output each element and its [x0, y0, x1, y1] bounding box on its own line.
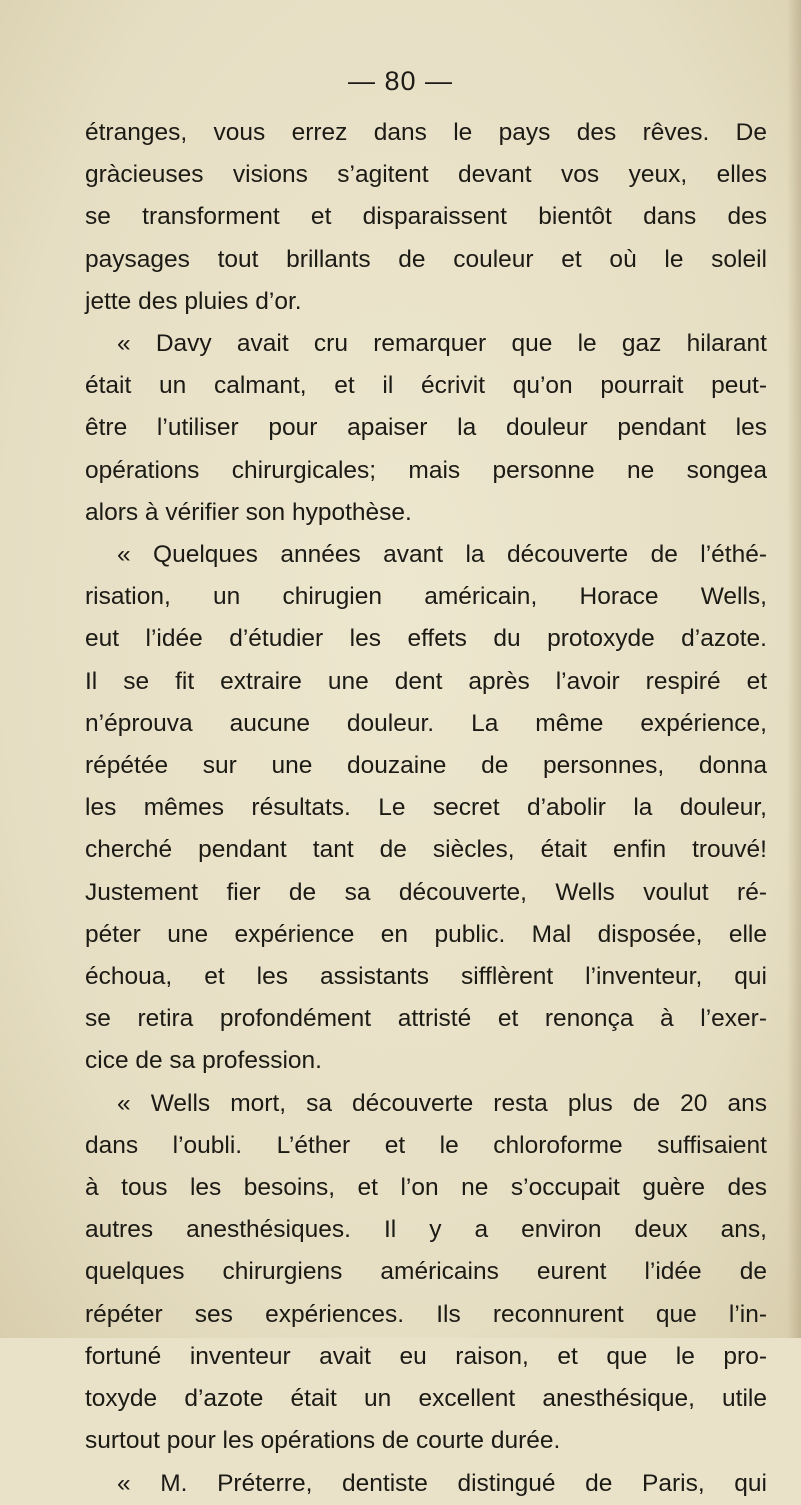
text-line: jette des pluies d’or. — [85, 287, 302, 315]
text-line: dans l’oubli. L’éther et le chloroforme suffisaient — [85, 1131, 767, 1159]
text-line: se transforment et disparaissent bientôt dans des — [85, 203, 767, 231]
text-line: les mêmes résultats. Le secret d’abolir la douleur, — [85, 794, 767, 822]
text-line: alors à vérifier son hypothèse. — [85, 498, 412, 526]
text-line: autres anesthésiques. Il y a environ deux ans, — [85, 1216, 767, 1244]
text-line: opérations chirurgicales; mais personne ne songea — [85, 456, 767, 484]
text-line: n’éprouva aucune douleur. La même expérience, — [85, 709, 767, 737]
text-line: péter une expérience en public. Mal disposée, elle — [85, 920, 767, 948]
text-line: Il se fit extraire une dent après l’avoir respiré et — [85, 667, 767, 695]
text-line: toxyde d’azote était un excellent anesthésique, utile — [85, 1385, 767, 1413]
text-line: était un calmant, et il écrivit qu’on pourrait peut- — [85, 372, 767, 400]
text-line: risation, un chirugien américain, Horace Wells, — [85, 583, 767, 611]
text-line: cice de sa profession. — [85, 1047, 322, 1075]
text-line: étranges, vous errez dans le pays des rêves. De — [85, 119, 767, 146]
text-line: cherché pendant tant de siècles, était enfin trouvé! — [85, 836, 767, 864]
text-line: surtout pour les opérations de courte durée. — [85, 1427, 561, 1455]
text-line: être l’utiliser pour apaiser la douleur pendant les — [85, 414, 767, 442]
text-line: « M. Préterre, dentiste distingué de Paris, qui — [117, 1469, 767, 1497]
text-line: eut l’idée d’étudier les effets du protoxyde d’azote. — [85, 625, 767, 653]
text-line: « Wells mort, sa découverte resta plus de 20 ans — [117, 1089, 767, 1117]
text-line: se retira profondément attristé et renonça à l’exer- — [85, 1005, 767, 1033]
text-line: fortuné inventeur avait eu raison, et que le pro- — [85, 1342, 767, 1370]
text-line: « Davy avait cru remarquer que le gaz hilarant — [117, 330, 767, 358]
page-number: — 80 — — [347, 66, 454, 96]
text-line: répéter ses expériences. Ils reconnurent que l’in- — [85, 1300, 767, 1328]
text-line: à tous les besoins, et l’on ne s’occupait guère des — [85, 1174, 767, 1202]
text-line: Justement fier de sa découverte, Wells voulut ré- — [85, 878, 767, 906]
text-line: paysages tout brillants de couleur et où le soleil — [85, 245, 767, 273]
text-line: gràcieuses visions s’agitent devant vos yeux, elles — [85, 161, 767, 189]
text-line: « Quelques années avant la découverte de l’éthé- — [117, 541, 767, 569]
text-line: quelques chirurgiens américains eurent l’idée de — [85, 1258, 767, 1286]
body-text — [85, 112, 767, 1505]
text-line: répétée sur une douzaine de personnes, donna — [85, 752, 767, 780]
text-line: échoua, et les assistants sifflèrent l’inventeur, qui — [85, 963, 767, 991]
